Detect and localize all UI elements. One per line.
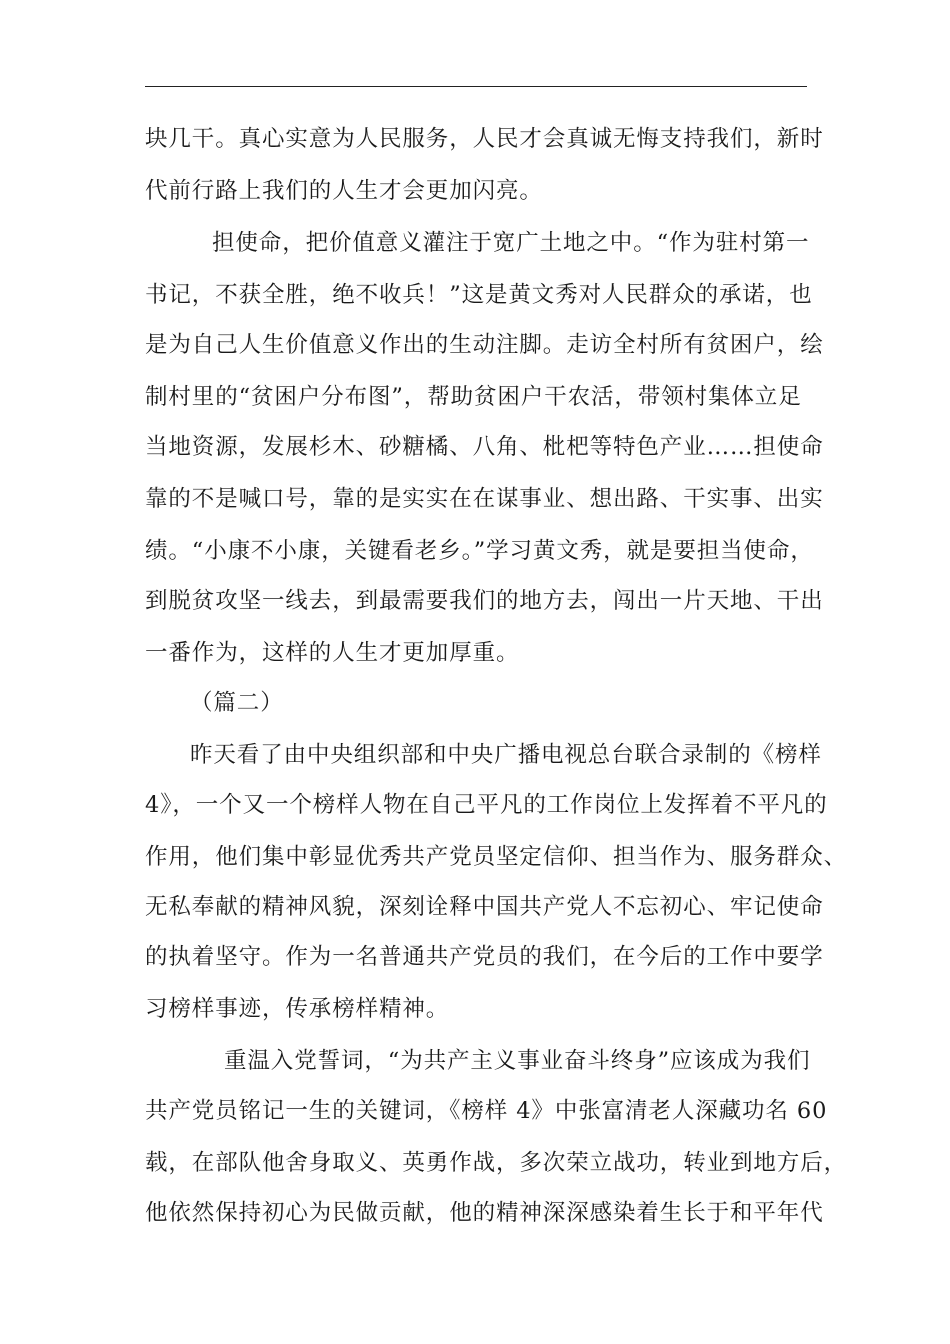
header-rule (145, 86, 807, 87)
text-line: 制村里的“贫困户分布图”，帮助贫困户干农活，带领村集体立足 (145, 384, 802, 410)
text-line: 4》，一个又一个榜样人物在自己平凡的工作岗位上发挥着不平凡的 (145, 792, 828, 818)
text-line: 代前行路上我们的人生才会更加闪亮。 (145, 178, 543, 204)
text-line: 靠的不是喊口号，靠的是实实在在谋事业、想出路、干实事、出实 (145, 486, 824, 512)
text-line: 是为自己人生价值意义作出的生动注脚。走访全村所有贫困户，绘 (145, 332, 824, 358)
paragraph-start-line: 担使命，把价值意义灌注于宽广土地之中。“作为驻村第一 (212, 230, 810, 256)
text-line: 书记，不获全胜，绝不收兵！”这是黄文秀对人民群众的承诺，也 (145, 282, 813, 308)
text-line: 载，在部队他舍身取义、英勇作战，多次荣立战功，转业到地方后， (145, 1150, 848, 1176)
text-line: 共产党员铭记一生的关键词，《榜样 4》中张富清老人深藏功名 60 (145, 1098, 828, 1124)
text-line: 习榜样事迹，传承榜样精神。 (145, 996, 450, 1022)
paragraph-start-line: 昨天看了由中央组织部和中央广播电视总台联合录制的《榜样 (190, 742, 822, 768)
text-line: 他依然保持初心为民做贡献，他的精神深深感染着生长于和平年代 (145, 1200, 824, 1226)
text-line: 作用，他们集中彰显优秀共产党员坚定信仰、担当作为、服务群众、 (145, 844, 848, 870)
text-line: 到脱贫攻坚一线去，到最需要我们的地方去，闯出一片天地、干出 (145, 588, 824, 614)
section-heading: （篇二） (190, 690, 284, 716)
paragraph-start-line: 重温入党誓词，“为共产主义事业奋斗终身”应该成为我们 (224, 1048, 811, 1074)
text-line: 块几干。真心实意为人民服务，人民才会真诚无悔支持我们，新时 (145, 126, 824, 152)
text-line: 绩。“小康不小康，关键看老乡。”学习黄文秀，就是要担当使命， (145, 538, 814, 564)
text-line: 的执着坚守。作为一名普通共产党员的我们，在今后的工作中要学 (145, 944, 824, 970)
text-line: 无私奉献的精神风貌，深刻诠释中国共产党人不忘初心、牢记使命 (145, 894, 824, 920)
text-line: 当地资源，发展杉木、砂糖橘、八角、枇杷等特色产业……担使命 (145, 434, 824, 460)
text-line: 一番作为，这样的人生才更加厚重。 (145, 640, 520, 666)
